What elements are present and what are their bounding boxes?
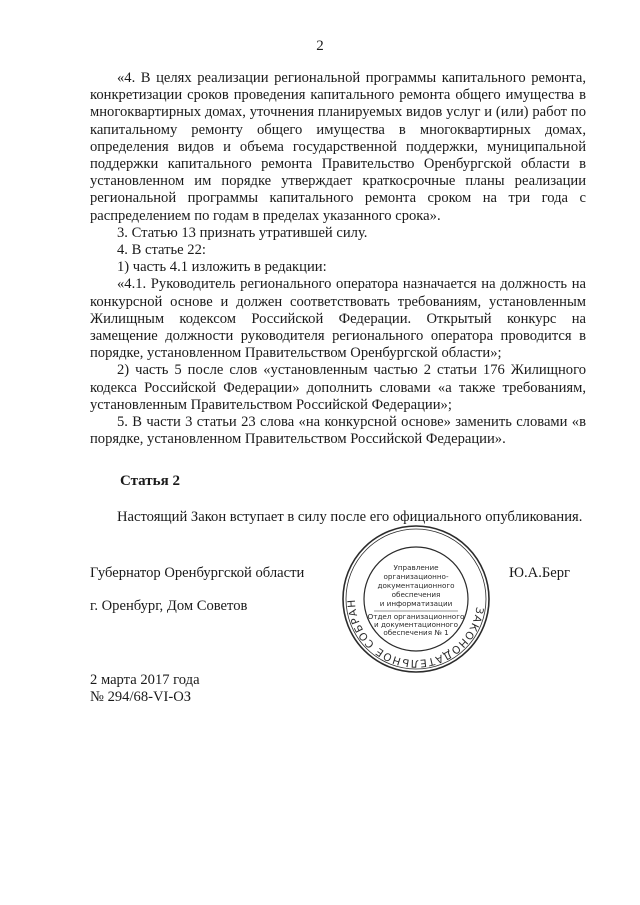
signing-date: 2 марта 2017 года <box>90 672 200 688</box>
law-number: № 294/68-VI-ОЗ <box>90 689 192 705</box>
governor-name: Ю.А.Берг <box>509 565 570 581</box>
svg-text:обеспечения № 1: обеспечения № 1 <box>383 628 449 637</box>
seal-outer-text: ЗАКОНОДАТЕЛЬНОЕ СОБРАН <box>345 598 486 670</box>
svg-text:Отдел организационного: Отдел организационного <box>367 612 465 621</box>
enactment-paragraph: Настоящий Закон вступает в силу после его официального опубликования. <box>117 509 583 525</box>
seal-inner-text <box>368 563 465 637</box>
paragraph-article-23: 5. В части 3 статьи 23 слова «на конкурсной основе» заменить словами «в порядке, установленном Правительством Российской Федерации». <box>90 414 586 448</box>
paragraph-article-13: 3. Статью 13 признать утратившей силу. <box>117 224 368 241</box>
paragraph-part-4-1-text: «4.1. Руководитель регионального оператора назначается на должность на конкурсной основе и должен соответствовать требованиям, установленным Жилищным кодексом Российской Федерации. Открытый конкурс на замещение должности руководителя регионального оператора проводится в порядке, установленном Правительством Оренбургской области»; <box>90 276 586 362</box>
paragraph-part-5: 2) часть 5 после слов «установленным частью 2 статьи 176 Жилищного кодекса Российской Федерации» дополнить словами «а также требованиям, установленным Правительством Российской Федерации»; <box>90 362 586 413</box>
svg-text:и информатизации: и информатизации <box>379 599 453 608</box>
svg-text:Управление: Управление <box>393 563 439 572</box>
paragraph-regional-program: «4. В целях реализации региональной программы капитального ремонта, конкретизации сроков проведения капитального ремонта общего имущества в многоквартирных домах, уточнения планируемых видов услуг и (или) работ по капитальному ремонту общего имущества в многоквартирных домах, определения видов и объема государственной поддержки, муниципальной поддержки капитального ремонта Правительство Оренбургской области в установленном им порядке утверждает краткосрочные планы реализации региональной программы капитального ремонта сроком на три года с распределением по годам в пределах указанного срока». <box>90 70 586 224</box>
page-number: 2 <box>316 38 324 54</box>
amendment-text <box>90 70 586 448</box>
official-seal <box>340 523 492 675</box>
article-2-heading: Статья 2 <box>120 473 180 489</box>
svg-text:документационного: документационного <box>377 581 455 590</box>
paragraph-article-22: 4. В статье 22: <box>117 242 206 259</box>
signing-place: г. Оренбург, Дом Советов <box>90 598 248 614</box>
svg-text:и документационного: и документационного <box>374 620 458 629</box>
svg-text:обеспечения: обеспечения <box>391 590 441 599</box>
svg-text:организационно-: организационно- <box>383 572 449 581</box>
governor-title: Губернатор Оренбургской области <box>90 565 305 581</box>
paragraph-part-4-1: 1) часть 4.1 изложить в редакции: <box>117 259 327 276</box>
